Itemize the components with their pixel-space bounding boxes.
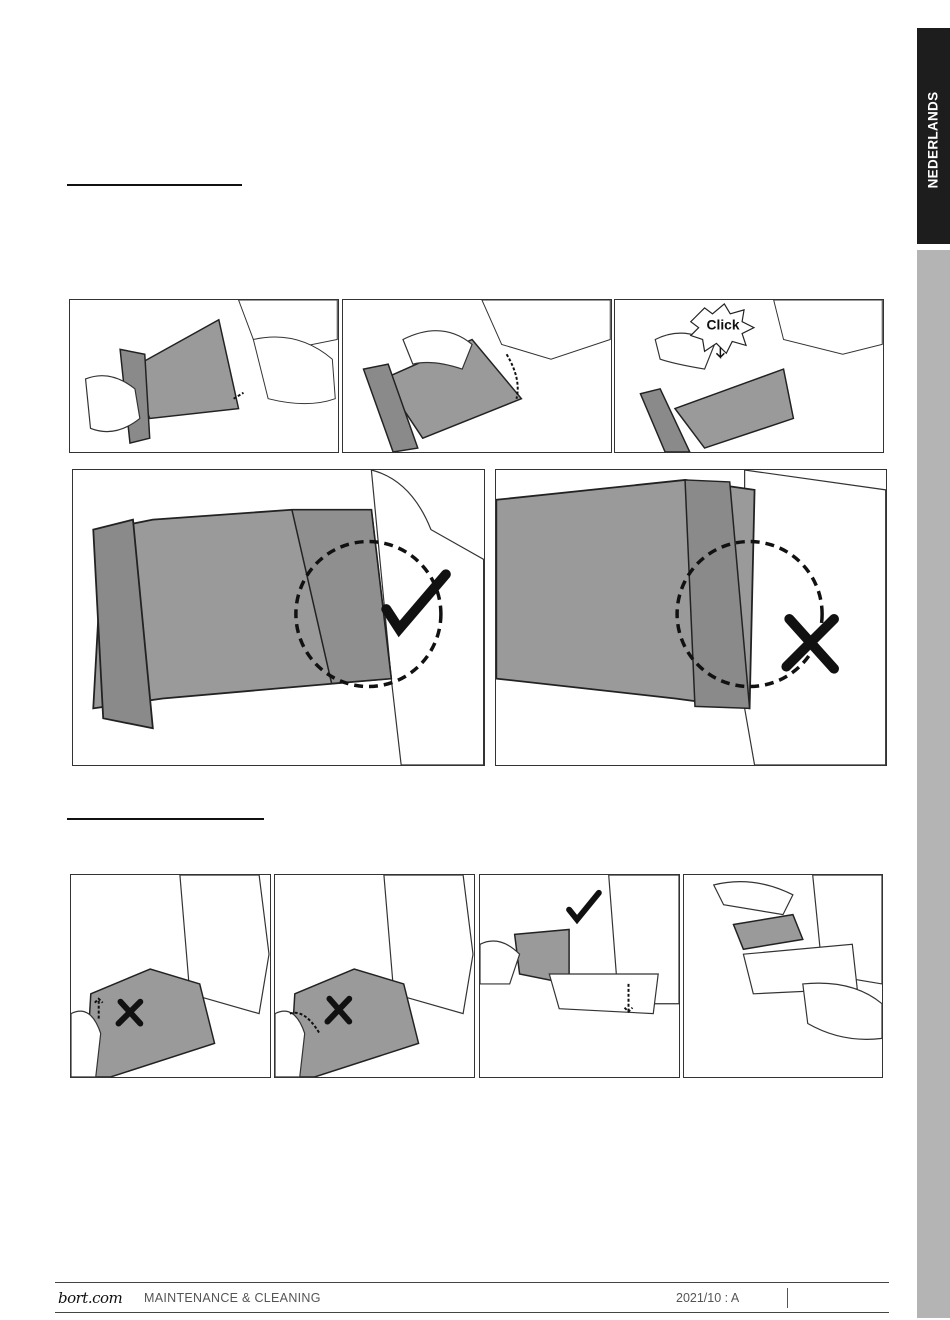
remove-step-1-image — [70, 874, 271, 1078]
footer-logo: bort.com — [58, 1289, 123, 1307]
check-mark-icon — [569, 893, 599, 920]
footer-bottom-rule — [55, 1312, 889, 1313]
correct-fit-detail-image — [72, 469, 485, 766]
remove-step-3-image — [479, 874, 680, 1078]
click-callout: Click — [706, 316, 740, 333]
side-margin-bar — [917, 250, 950, 1318]
install-step-2-image — [342, 299, 612, 453]
section-heading-rule-remove — [67, 818, 264, 820]
section-heading-rule-install — [67, 184, 242, 186]
language-tab-label: NEDERLANDS — [925, 91, 941, 189]
install-step-1-image — [69, 299, 339, 453]
footer-section-title: MAINTENANCE & CLEANING — [144, 1291, 321, 1305]
footer-separator — [787, 1288, 788, 1308]
remove-step-4-image — [683, 874, 883, 1078]
footer-version: 2021/10 : A — [676, 1291, 740, 1305]
incorrect-fit-detail-image — [495, 469, 887, 766]
remove-step-2-image — [274, 874, 475, 1078]
footer-top-rule — [55, 1282, 889, 1283]
install-step-3-image — [614, 299, 884, 453]
